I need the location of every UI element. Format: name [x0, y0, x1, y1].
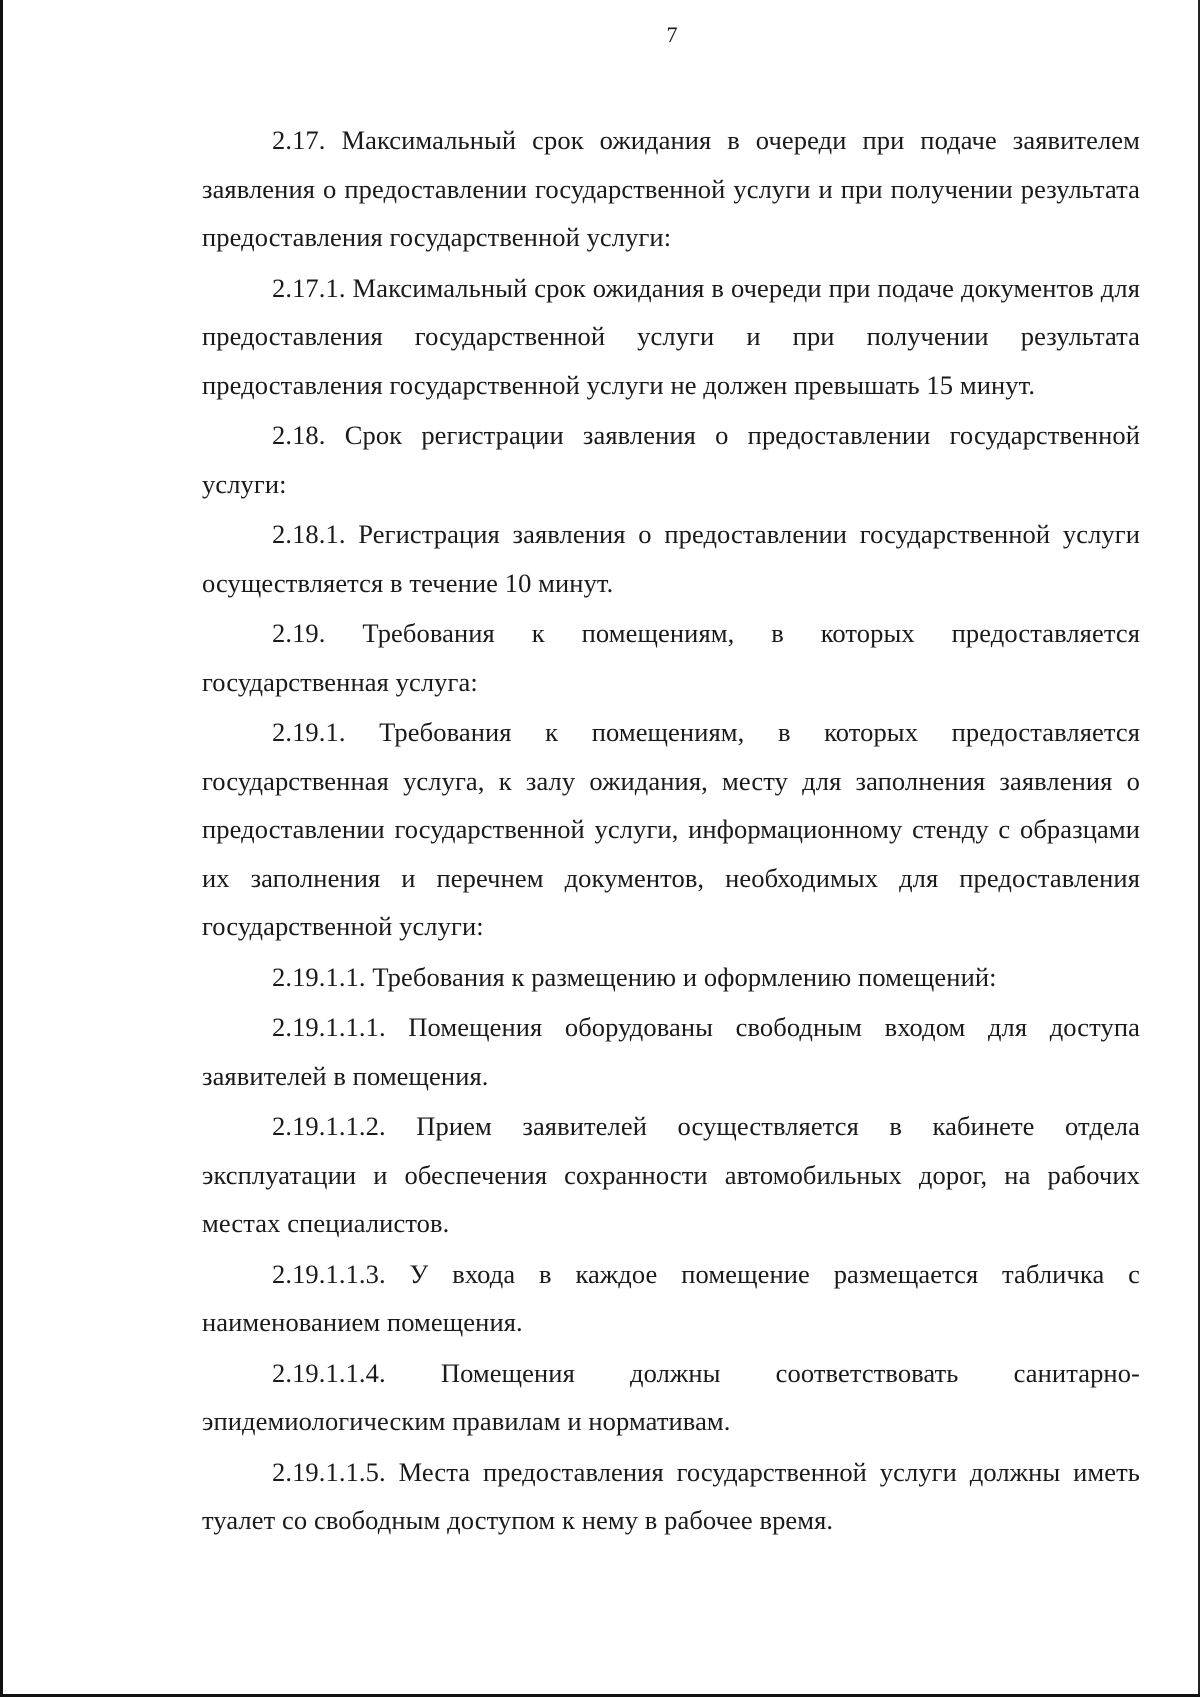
- paragraph-2-18: 2.18. Срок регистрации заявления о предоставлении государственной услуги:: [202, 420, 1140, 499]
- document-body: [202, 116, 1140, 1545]
- paragraph-2-18-1: 2.18.1. Регистрация заявления о предоставлении государственной услуги осуществляется в течение 10 минут.: [202, 519, 1140, 598]
- paragraph-2-19: 2.19. Требования к помещениям, в которых предоставляется государственная услуга:: [202, 618, 1140, 697]
- scan-edge-left: [0, 0, 3, 1697]
- paragraph-2-19-1-1-5: 2.19.1.1.5. Места предоставления государственной услуги должны иметь туалет со свободным доступом к нему в рабочее время.: [202, 1456, 1140, 1535]
- paragraph-2-17-1: 2.17.1. Максимальный срок ожидания в очереди при подаче документов для предоставления государственной услуги и при получении результата предоставления государственной услуги не должен превышать 15 минут.: [202, 272, 1140, 400]
- page-number: 7: [666, 22, 678, 47]
- paragraph-2-17: 2.17. Максимальный срок ожидания в очереди при подаче заявителем заявления о предоставлении государственной услуги и при получении результата предоставления государственной услуги:: [202, 125, 1140, 252]
- paragraph-2-19-1-1-4: 2.19.1.1.4. Помещения должны соответствовать санитарно-эпидемиологическим правилам и нормативам.: [202, 1357, 1140, 1436]
- paragraph-2-19-1: 2.19.1. Требования к помещениям, в которых предоставляется государственная услуга, к залу ожидания, месту для заполнения заявления о предоставлении государственной услуги, информационному стенду с образцами их заполнения и перечнем документов, необходимых для предоставления государственной услуги:: [202, 717, 1140, 941]
- paragraph-2-19-1-1-1: 2.19.1.1.1. Помещения оборудованы свободным входом для доступа заявителей в помещения.: [202, 1012, 1140, 1091]
- paragraph-2-19-1-1: 2.19.1.1. Требования к размещению и оформлению помещений:: [272, 961, 997, 992]
- paragraph-2-19-1-1-3: 2.19.1.1.3. У входа в каждое помещение размещается табличка с наименованием помещения.: [202, 1258, 1140, 1337]
- paragraph-2-19-1-1-2: 2.19.1.1.2. Прием заявителей осуществляется в кабинете отдела эксплуатации и обеспечения сохранности автомобильных дорог, на рабочих местах специалистов.: [202, 1111, 1140, 1238]
